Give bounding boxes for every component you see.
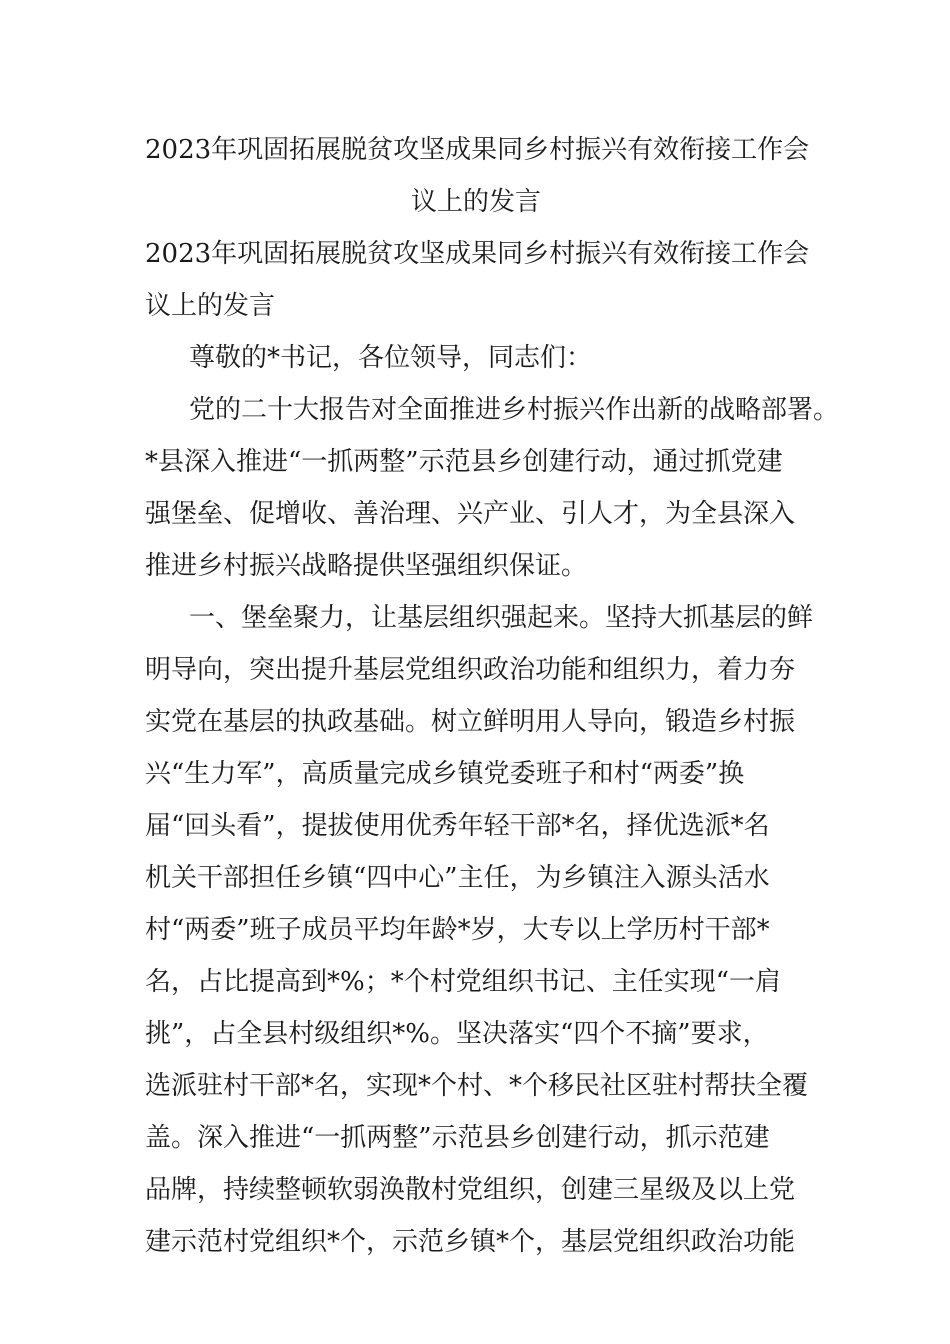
paragraph-line: 盖。深入推进“一抓两整”示范县乡创建行动，抓示范建 <box>145 1123 770 1153</box>
salutation-text: 尊敬的*书记，各位领导，同志们： <box>189 343 593 373</box>
paragraph-line: 村“两委”班子成员平均年龄*岁，大专以上学历村干部* <box>145 915 770 945</box>
paragraph-line: 强堡垒、促增收、善治理、兴产业、引人才，为全县深入 <box>145 499 796 529</box>
section-one-paragraph <box>145 592 814 1268</box>
document-title <box>145 124 810 228</box>
paragraph-line: 一、堡垒聚力，让基层组织强起来。坚持大抓基层的鲜 <box>189 603 814 633</box>
paragraph-line: 机关干部担任乡镇“四中心”主任，为乡镇注入源头活水 <box>145 863 770 893</box>
subtitle-line: 议上的发言 <box>145 291 276 321</box>
paragraph-line: *县深入推进“一抓两整”示范县乡创建行动，通过抓党建 <box>145 447 783 477</box>
salutation <box>145 332 807 384</box>
document-subtitle <box>145 228 810 332</box>
paragraph-line: 明导向，突出提升基层党组织政治功能和组织力，着力夯 <box>145 655 796 685</box>
paragraph-line: 品牌，持续整顿软弱涣散村党组织，创建三星级及以上党 <box>145 1175 796 1205</box>
paragraph-line: 选派驻村干部*名，实现*个村、*个移民社区驻村帮扶全覆 <box>145 1071 809 1101</box>
paragraph-line: 届“回头看”，提拔使用优秀年轻干部*名，择优选派*名 <box>145 811 770 841</box>
paragraph-line: 名，占比提高到*%；*个村党组织书记、主任实现“一肩 <box>145 967 781 997</box>
paragraph-line: 建示范村党组织*个，示范乡镇*个，基层党组织政治功能 <box>145 1227 796 1257</box>
paragraph-line: 实党在基层的执政基础。树立鲜明用人导向，锻造乡村振 <box>145 707 796 737</box>
paragraph-line: 党的二十大报告对全面推进乡村振兴作出新的战略部署。 <box>189 395 840 425</box>
title-line: 2023年巩固拓展脱贫攻坚成果同乡村振兴有效衔接工作会 <box>145 135 810 165</box>
paragraph-line: 推进乡村振兴战略提供坚强组织保证。 <box>145 551 588 581</box>
subtitle-line: 2023年巩固拓展脱贫攻坚成果同乡村振兴有效衔接工作会 <box>145 239 810 269</box>
paragraph-line: 兴“生力军”，高质量完成乡镇党委班子和村“两委”换 <box>145 759 745 789</box>
paragraph-line: 挑”，占全县村级组织*%。坚决落实“四个不摘”要求， <box>145 1019 769 1049</box>
intro-paragraph <box>145 384 840 592</box>
document-body <box>145 124 840 1268</box>
title-line: 议上的发言 <box>410 187 541 217</box>
